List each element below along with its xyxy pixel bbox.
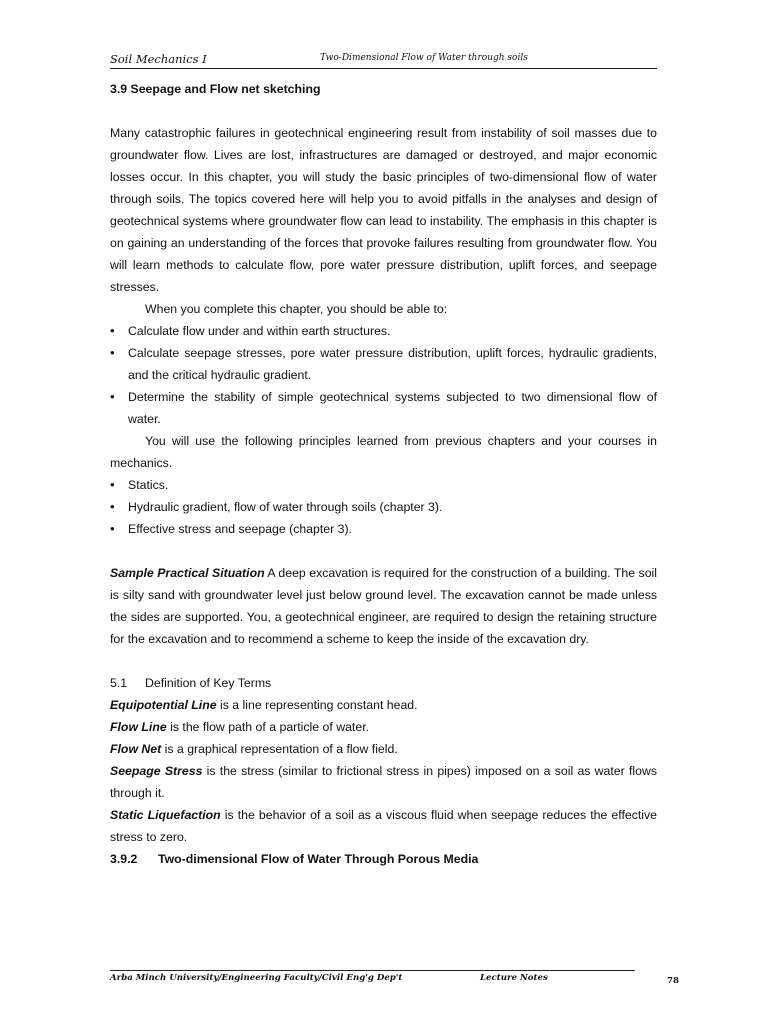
principles-intro: You will use the following principles learned from previous chapters and your courses in mechanics. — [110, 434, 657, 470]
sample-practical-situation — [110, 562, 657, 650]
definition-term: Static Liquefaction — [110, 808, 221, 822]
definition-text: is the stress (similar to frictional stress in pipes) imposed on a soil as water flows through it. — [110, 764, 657, 800]
definition-text: is a line representing constant head. — [216, 698, 418, 712]
definitions-title: Definition of Key Terms — [145, 676, 272, 690]
definition-item — [110, 716, 657, 738]
principles-list — [110, 474, 657, 540]
footer-institution: Arba Minch University/Engineering Faculty/Civil Eng'g Dep't — [110, 973, 403, 983]
intro-paragraph: Many catastrophic failures in geotechnical engineering result from instability of soil masses due to groundwater flow. Lives are lost, infrastructures are damaged or destroyed, and major economic losses occur. In this chapter, you will study the basic principles of two-dimensional flow of water through soils. The topics covered here will help you to avoid pitfalls in the analyses and design of geotechnical systems where groundwater flow can lead to instability. The emphasis in this chapter is on gaining an understanding of the forces that provoke failures resulting from groundwater flow. You will learn methods to calculate flow, pore water pressure distribution, uplift forces, and seepage stresses. — [110, 126, 657, 294]
sample-label: Sample Practical Situation — [110, 566, 265, 580]
definition-item — [110, 694, 657, 716]
page-content — [110, 78, 657, 870]
subsection-number: 3.9.2 — [110, 852, 138, 866]
page-footer — [110, 970, 635, 985]
subsection-heading — [110, 848, 657, 870]
section-title: 3.9 Seepage and Flow net sketching — [110, 82, 321, 96]
definition-term: Equipotential Line — [110, 698, 217, 712]
definition-text: is the behavior of a soil as a viscous fluid when seepage reduces the effective stress to zero. — [110, 808, 657, 844]
definition-text: is the flow path of a particle of water. — [166, 720, 370, 734]
definitions-heading — [110, 672, 657, 694]
definition-text: is a graphical representation of a flow field. — [161, 742, 398, 756]
list-item: • Statics. — [110, 474, 657, 496]
list-item: • Calculate seepage stresses, pore water pressure distribution, uplift forces, hydraulic gradients, and the critical hydraulic gradient. — [110, 342, 657, 386]
list-item: • Determine the stability of simple geotechnical systems subjected to two dimensional flow of water. — [110, 386, 657, 430]
definition-term: Seepage Stress — [110, 764, 203, 778]
objectives-list — [110, 320, 657, 430]
definition-term: Flow Line — [110, 720, 167, 734]
list-item: • Effective stress and seepage (chapter 3). — [110, 518, 657, 540]
page-number: 78 — [667, 976, 679, 986]
definition-item — [110, 804, 657, 848]
header-chapter-title: Two-Dimensional Flow of Water through soils — [320, 53, 528, 63]
definition-item — [110, 760, 657, 804]
definition-item — [110, 738, 657, 760]
definition-term: Flow Net — [110, 742, 162, 756]
header-course-title: Soil Mechanics I — [110, 52, 207, 66]
list-item: • Hydraulic gradient, flow of water through soils (chapter 3). — [110, 496, 657, 518]
page-header — [110, 52, 657, 69]
footer-lecture-notes: Lecture Notes — [480, 973, 548, 983]
list-item: • Calculate flow under and within earth structures. — [110, 320, 657, 342]
objectives-intro: When you complete this chapter, you should be able to: — [145, 302, 448, 316]
subsection-title: Two-dimensional Flow of Water Through Porous Media — [158, 852, 479, 866]
sample-text: A deep excavation is required for the construction of a building. The soil is silty sand with groundwater level just below ground level. The excavation cannot be made unless the sides are supported. You, a geotechnical engineer, are required to design the retaining structure for the excavation and to recommend a scheme to keep the inside of the excavation dry. — [110, 566, 657, 646]
definitions-number: 5.1 — [110, 676, 128, 690]
